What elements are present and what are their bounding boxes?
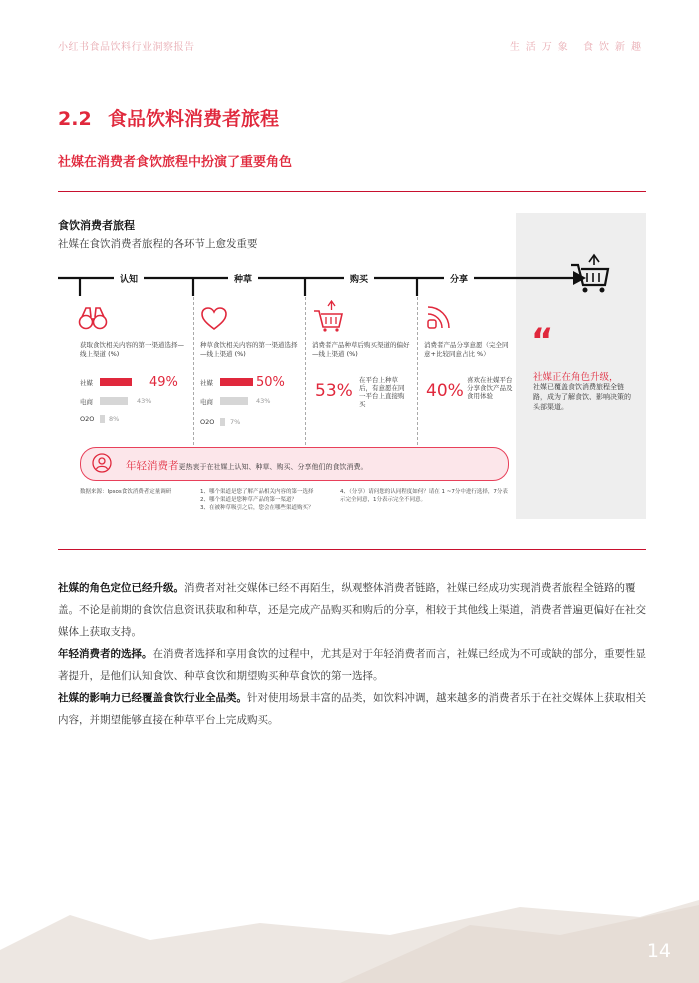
paragraph-1 bbox=[58, 577, 646, 643]
footnote-3: 3、在被种草吸引之后，您会在哪些渠道购买？ bbox=[200, 504, 314, 511]
paragraph-lead: 社媒的影响力已经覆盖食饮行业全品类。 bbox=[58, 692, 247, 704]
bar-value-social: 49% bbox=[149, 375, 178, 390]
subheading: 社媒在消费者食饮旅程中扮演了重要角色 bbox=[58, 155, 293, 170]
top-divider bbox=[58, 191, 646, 192]
panel-headline: 社媒正在角色升级， bbox=[533, 372, 619, 383]
bar-value-ecommerce: 43% bbox=[137, 397, 152, 405]
awareness-question: 获取食饮相关内容的第一渠道选择—线上渠道 (%) bbox=[80, 341, 184, 359]
report-title: 小红书食品饮料行业洞察报告 bbox=[58, 42, 195, 53]
bar-ecommerce bbox=[100, 397, 128, 405]
purchase-desc: 在平台上种草后，有意愿在同一平台上直接购买 bbox=[359, 376, 405, 409]
paragraph-body: 消费者对社交媒体已经不再陌生，纵观整体消费者链路，社媒已经成功实现消费者旅程全链路的覆盖。不论是前期的食饮信息资讯获取和种草，还是完成产品购买和购后的分享，相较于其他线上渠道，消费者普遍更偏好在社交媒体上获取支持。 bbox=[58, 582, 646, 638]
bar-label: O2O bbox=[80, 415, 95, 423]
section-number: 2.2 bbox=[58, 108, 92, 130]
bar-label: O2O bbox=[200, 418, 215, 426]
seeding-bar-chart bbox=[200, 377, 304, 427]
heart-icon bbox=[200, 306, 228, 332]
bar-value-social: 50% bbox=[256, 375, 285, 390]
section-heading bbox=[58, 104, 279, 131]
shopping-cart-icon bbox=[569, 253, 611, 295]
cart-icon bbox=[312, 300, 344, 332]
figure-subtitle: 社媒在食饮消费者旅程的各环节上愈发重要 bbox=[58, 238, 258, 250]
bottom-divider bbox=[58, 549, 646, 550]
figure-title: 食饮消费者旅程 bbox=[58, 219, 135, 232]
footer-decoration bbox=[0, 895, 699, 983]
panel-text: 社媒已覆盖食饮消费旅程全链路，成为了解食饮、影响决策的头部渠道。 bbox=[533, 383, 631, 412]
user-icon bbox=[92, 453, 112, 473]
source-note: 数据来源：Ipsos食饮消费者定量调研 bbox=[80, 489, 172, 495]
callout-highlight: 年轻消费者 bbox=[126, 460, 179, 472]
share-desc: 喜欢在社媒平台分享食饮产品及食用体验 bbox=[467, 376, 513, 401]
stage-seeding: 种草 bbox=[228, 272, 258, 285]
share-question: 消费者产品分享意愿（完全同意+比较同意占比 %） bbox=[424, 341, 509, 359]
share-value: 40% bbox=[426, 381, 464, 401]
column-divider bbox=[305, 297, 306, 445]
binoculars-icon bbox=[78, 305, 108, 331]
bar-label: 电商 bbox=[200, 398, 213, 406]
stage-awareness: 认知 bbox=[114, 272, 144, 285]
column-divider bbox=[193, 297, 194, 445]
footnote-4: 4、（分享）请问您的认同程度如何？请在 1 ~7分中进行选择，7分表示完全同意，1分表示完全不同意。 bbox=[340, 489, 508, 503]
bar-social bbox=[220, 378, 253, 386]
purchase-value: 53% bbox=[315, 381, 353, 401]
callout-body: 更热衷于在社媒上认知、种草、购买、分享他们的食饮消费。 bbox=[178, 463, 368, 471]
bar-value-o2o: 8% bbox=[109, 415, 120, 423]
bar-o2o bbox=[220, 418, 225, 426]
bar-value-o2o: 7% bbox=[230, 418, 241, 426]
paragraph-lead: 年轻消费者的选择。 bbox=[58, 648, 153, 660]
bar-label: 社媒 bbox=[80, 379, 93, 387]
awareness-bar-chart bbox=[80, 377, 190, 427]
paragraph-body: 在消费者选择和享用食饮的过程中，尤其是对于年轻消费者而言，社媒已经成为不可或缺的部分，重要性显著提升，是他们认知食饮、种草食饮和期望购买种草食饮的第一选择。 bbox=[58, 648, 646, 682]
section-title: 食品饮料消费者旅程 bbox=[108, 108, 280, 130]
bar-value-ecommerce: 43% bbox=[256, 397, 271, 405]
bar-label: 社媒 bbox=[200, 379, 213, 387]
column-divider bbox=[417, 297, 418, 445]
bar-o2o bbox=[100, 415, 105, 423]
share-signal-icon bbox=[424, 302, 454, 332]
footnote-1: 1、哪个渠道是您了解产品相关内容的第一选择 bbox=[200, 489, 314, 495]
report-tagline: 生活万象 食饮新趣 bbox=[509, 42, 647, 53]
footnotes bbox=[200, 489, 340, 513]
paragraph-body: 针对使用场景丰富的品类，如饮料冲调，越来越多的消费者乐于在社交媒体上获取相关内容，并期望能够直接在种草平台上完成购买。 bbox=[58, 692, 646, 726]
page-number: 14 bbox=[646, 940, 671, 962]
paragraph-3 bbox=[58, 687, 646, 731]
purchase-question: 消费者产品种草后购买渠道的偏好—线上渠道 (%) bbox=[312, 341, 410, 359]
bar-ecommerce bbox=[220, 397, 248, 405]
stage-purchase: 购买 bbox=[344, 272, 374, 285]
bar-label: 电商 bbox=[80, 398, 93, 406]
bar-social bbox=[100, 378, 132, 386]
callout-text bbox=[126, 458, 368, 473]
stage-share: 分享 bbox=[444, 272, 474, 285]
seeding-question: 种草食饮相关内容的第一渠道选择—线上渠道 (%) bbox=[200, 341, 298, 359]
footnote-2: 2、哪个渠道是您种草产品的第一渠道？ bbox=[200, 496, 298, 503]
paragraph-2 bbox=[58, 643, 646, 687]
paragraph-lead: 社媒的角色定位已经升级。 bbox=[58, 582, 184, 594]
quote-icon: “ bbox=[531, 321, 554, 361]
